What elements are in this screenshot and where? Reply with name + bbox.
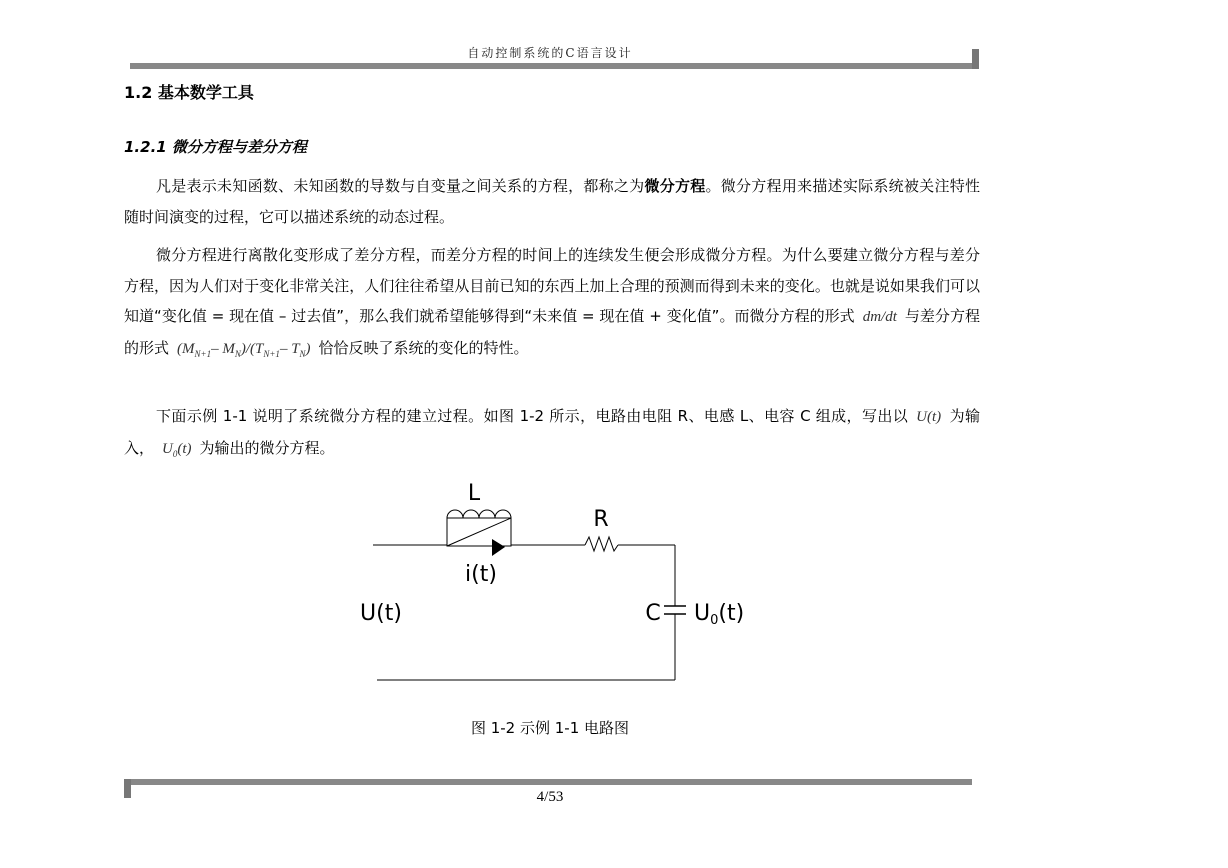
para3-text-a: 下面示例 1-1 说明了系统微分方程的建立过程。如图 1-2 所示，电路由电阻 R、电感 L、电容 C 组成，写出以 <box>156 407 909 425</box>
para1-text-a: 凡是表示未知函数、未知函数的导数与自变量之间关系的方程，都称之为 <box>156 177 645 195</box>
para3-text-c: 为输出的微分方程。 <box>199 438 335 457</box>
inductor-core-line <box>447 518 511 546</box>
circuit-diagram <box>350 470 770 695</box>
figure-caption: 图 1-2 示例 1-1 电路图 <box>470 719 630 737</box>
formula-derivative: dm/dt <box>862 309 897 325</box>
para3-text-b: 为输入， <box>124 407 980 457</box>
para2-text-b: 与差分方程的形式 <box>124 307 980 357</box>
resistor-symbol <box>585 537 618 551</box>
input-voltage-label: U(t) <box>360 601 402 626</box>
formula-difference: ($M_{N+1}-$ $M_N)/(T_{N+1}-$ $T_N$) <box>177 340 311 359</box>
subsection-title: 1.2.1 微分方程与差分方程 <box>124 138 307 156</box>
formula-output: $U_0(t)$ <box>162 440 192 459</box>
formula-input: U(t) <box>916 409 942 425</box>
capacitor-label: C <box>645 601 661 626</box>
inductor-coils <box>447 510 511 518</box>
paragraph-3 <box>124 401 980 469</box>
para1-text-b: 。微分方程用来描述实际系统被关注特性随时间演变的过程，它可以描述系统的动态过程。 <box>124 177 980 226</box>
para1-bold-term: 微分方程 <box>644 177 706 195</box>
para2-text-c: 恰恰反映了系统的变化的特性。 <box>318 338 529 357</box>
current-arrow <box>492 539 505 556</box>
paragraph-1 <box>124 171 980 232</box>
footer-rule <box>124 779 972 785</box>
output-voltage-label: U0(t) <box>694 601 745 628</box>
inductor-label: L <box>467 481 481 506</box>
header-rule <box>130 63 978 69</box>
section-title: 1.2 基本数学工具 <box>124 83 254 102</box>
resistor-label: R <box>593 507 609 532</box>
paragraph-2 <box>124 240 980 369</box>
header-rule-end <box>972 49 979 69</box>
para2-text-a: 微分方程进行离散化变形成了差分方程，而差分方程的时间上的连续发生便会形成微分方程。为什么要建立微分方程与差分方程，因为人们对于变化非常关注，人们往往希望从目前已知的东西上加上合理的预测而得到未来的变化。也就是说如果我们可以知道“变化值 = 现在值 – 过去值”，那么我们就希望能够得到“未来值 = 现在值 + 变化值”。而微分方程的形式 <box>124 246 980 325</box>
current-label: i(t) <box>465 562 497 587</box>
running-header: 自动控制系统的C语言设计 <box>467 46 633 60</box>
page-number: 4/53 <box>536 789 564 805</box>
